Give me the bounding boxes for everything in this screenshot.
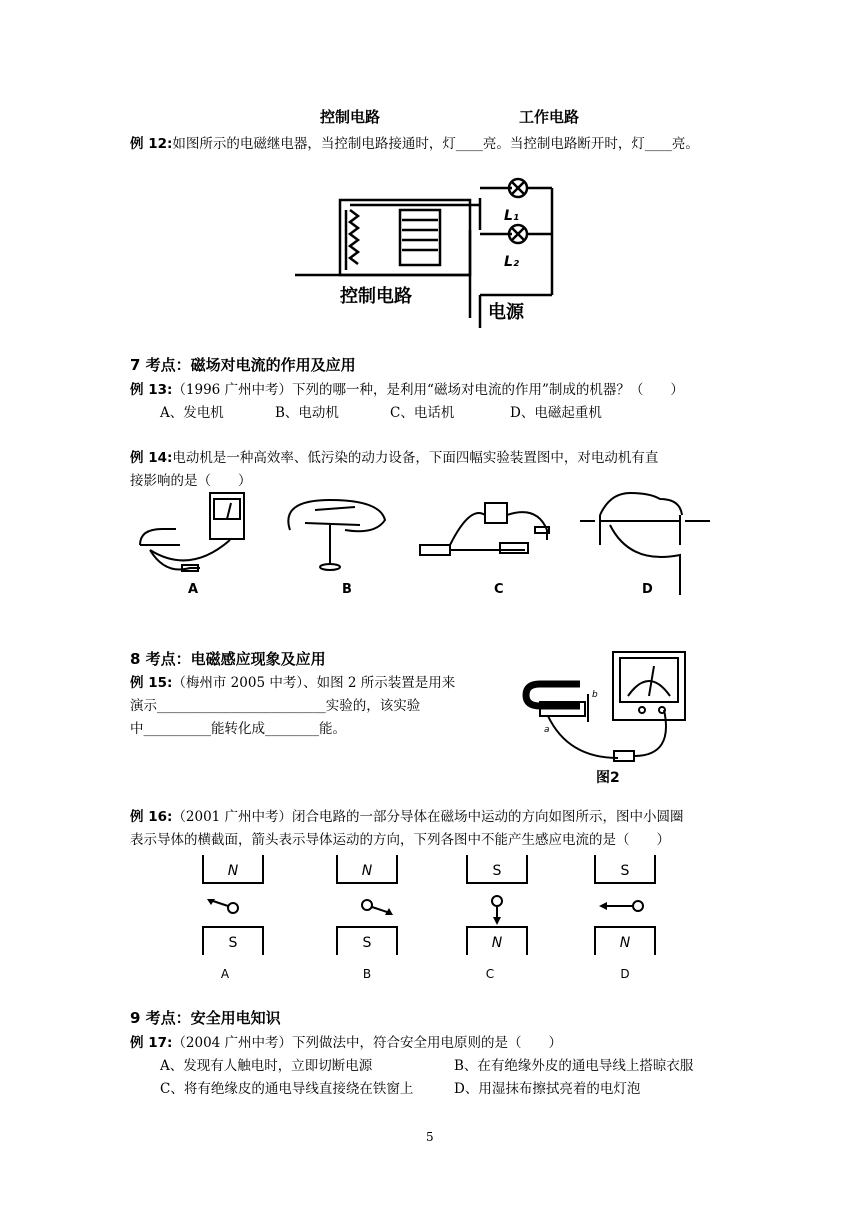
fig-a-top-pole: N (227, 863, 239, 879)
fig-b-label: B (362, 967, 372, 981)
example-15-text: （梅州市 2005 中考）、如图 2 所示装置是用来 (172, 675, 456, 691)
section-8-title: 8 考点：电磁感应现象及应用 (130, 650, 326, 668)
example-13 (130, 378, 684, 398)
example-13-option: A、发电机 (160, 405, 224, 421)
relay-figure (290, 170, 570, 330)
example-15-line-3: 中__________能转化成________能。 (130, 721, 346, 737)
fig-b-top-pole: N (361, 863, 373, 879)
example-17 (130, 1031, 562, 1051)
example-16-label: 例 16: (130, 809, 173, 825)
example-17-option: D、用湿抹布擦拭亮着的电灯泡 (454, 1081, 641, 1097)
example-17-option: A、发现有人触电时，立即切断电源 (160, 1058, 373, 1074)
example-13-option: B、电动机 (275, 405, 339, 421)
example-14-line-1 (130, 446, 658, 466)
svg-text:a: a (544, 725, 550, 735)
section-9-title: 9 考点：安全用电知识 (130, 1009, 281, 1027)
fig-a-bottom-pole: S (228, 935, 238, 951)
example-14-label: 例 14: (130, 450, 173, 466)
example-15-line-2: 演示_________________________实验的，该实验 (130, 698, 421, 714)
figure-label-a: A (188, 582, 199, 597)
example-13-text: （1996 广州中考）下列的哪一种，是利用“磁场对电流的作用”制成的机器？（ ） (172, 382, 684, 398)
figure-control-label: 控制电路 (340, 286, 412, 307)
fig-b-bottom-pole: S (362, 935, 372, 951)
fig-d-bottom-pole: N (619, 935, 631, 951)
fig-c-top-pole: S (492, 863, 502, 879)
induction-figure (518, 652, 708, 787)
control-circuit-heading: 控制电路 (320, 108, 381, 126)
magnet-figures (195, 855, 675, 980)
example-17-text: （2004 广州中考）下列做法中，符合安全用电原则的是（ ） (172, 1035, 563, 1051)
svg-text:b: b (592, 690, 598, 700)
fig-c-bottom-pole: N (491, 935, 503, 951)
fig-c-label: C (485, 967, 495, 981)
example-13-option: C、电话机 (390, 405, 455, 421)
example-17-label: 例 17: (130, 1035, 173, 1051)
figure-label-c: C (494, 582, 504, 597)
figure-power-label: 电源 (488, 302, 524, 323)
example-16-line-2: 表示导体的横截面，箭头表示导体运动的方向，下列各图中不能产生感应电流的是（ ） (130, 832, 670, 848)
figure-label-b: B (342, 582, 352, 597)
figure-label-d: D (642, 582, 653, 597)
example-12-text: 如图所示的电磁继电器，当控制电路接通时，灯____亮。当控制电路断开时，灯____亮。 (172, 136, 699, 152)
section-7-title: 7 考点：磁场对电流的作用及应用 (130, 356, 356, 374)
example-17-option: C、将有绝缘皮的通电导线直接绕在铁窗上 (160, 1081, 414, 1097)
example-13-label: 例 13: (130, 382, 173, 398)
experiment-figures (130, 485, 730, 600)
example-13-option: D、电磁起重机 (510, 405, 602, 421)
fig-a-label: A (220, 967, 230, 981)
example-16-text: （2001 广州中考）闭合电路的一部分导体在磁场中运动的方向如图所示，图中小圆圈 (172, 809, 684, 825)
example-14-text: 电动机是一种高效率、低污染的动力设备，下面四幅实验装置图中，对电动机有直 (172, 450, 659, 466)
page-number: 5 (426, 1130, 434, 1144)
example-12-label: 例 12: (130, 136, 173, 152)
example-15-label: 例 15: (130, 675, 173, 691)
example-15-line-1 (130, 671, 455, 691)
fig-d-top-pole: S (620, 863, 630, 879)
lamp-l2-label: L₂ (504, 254, 520, 270)
example-14-line-2: 接影响的是（ ） (130, 473, 252, 489)
example-17-option: B、在有绝缘外皮的通电导线上搭晾衣服 (454, 1058, 694, 1074)
example-16-line-1 (130, 805, 684, 825)
example-12 (130, 132, 699, 152)
figure-2-caption: 图2 (596, 770, 620, 786)
work-circuit-heading: 工作电路 (519, 108, 580, 126)
lamp-l1-label: L₁ (504, 208, 520, 224)
fig-d-label: D (620, 967, 630, 981)
